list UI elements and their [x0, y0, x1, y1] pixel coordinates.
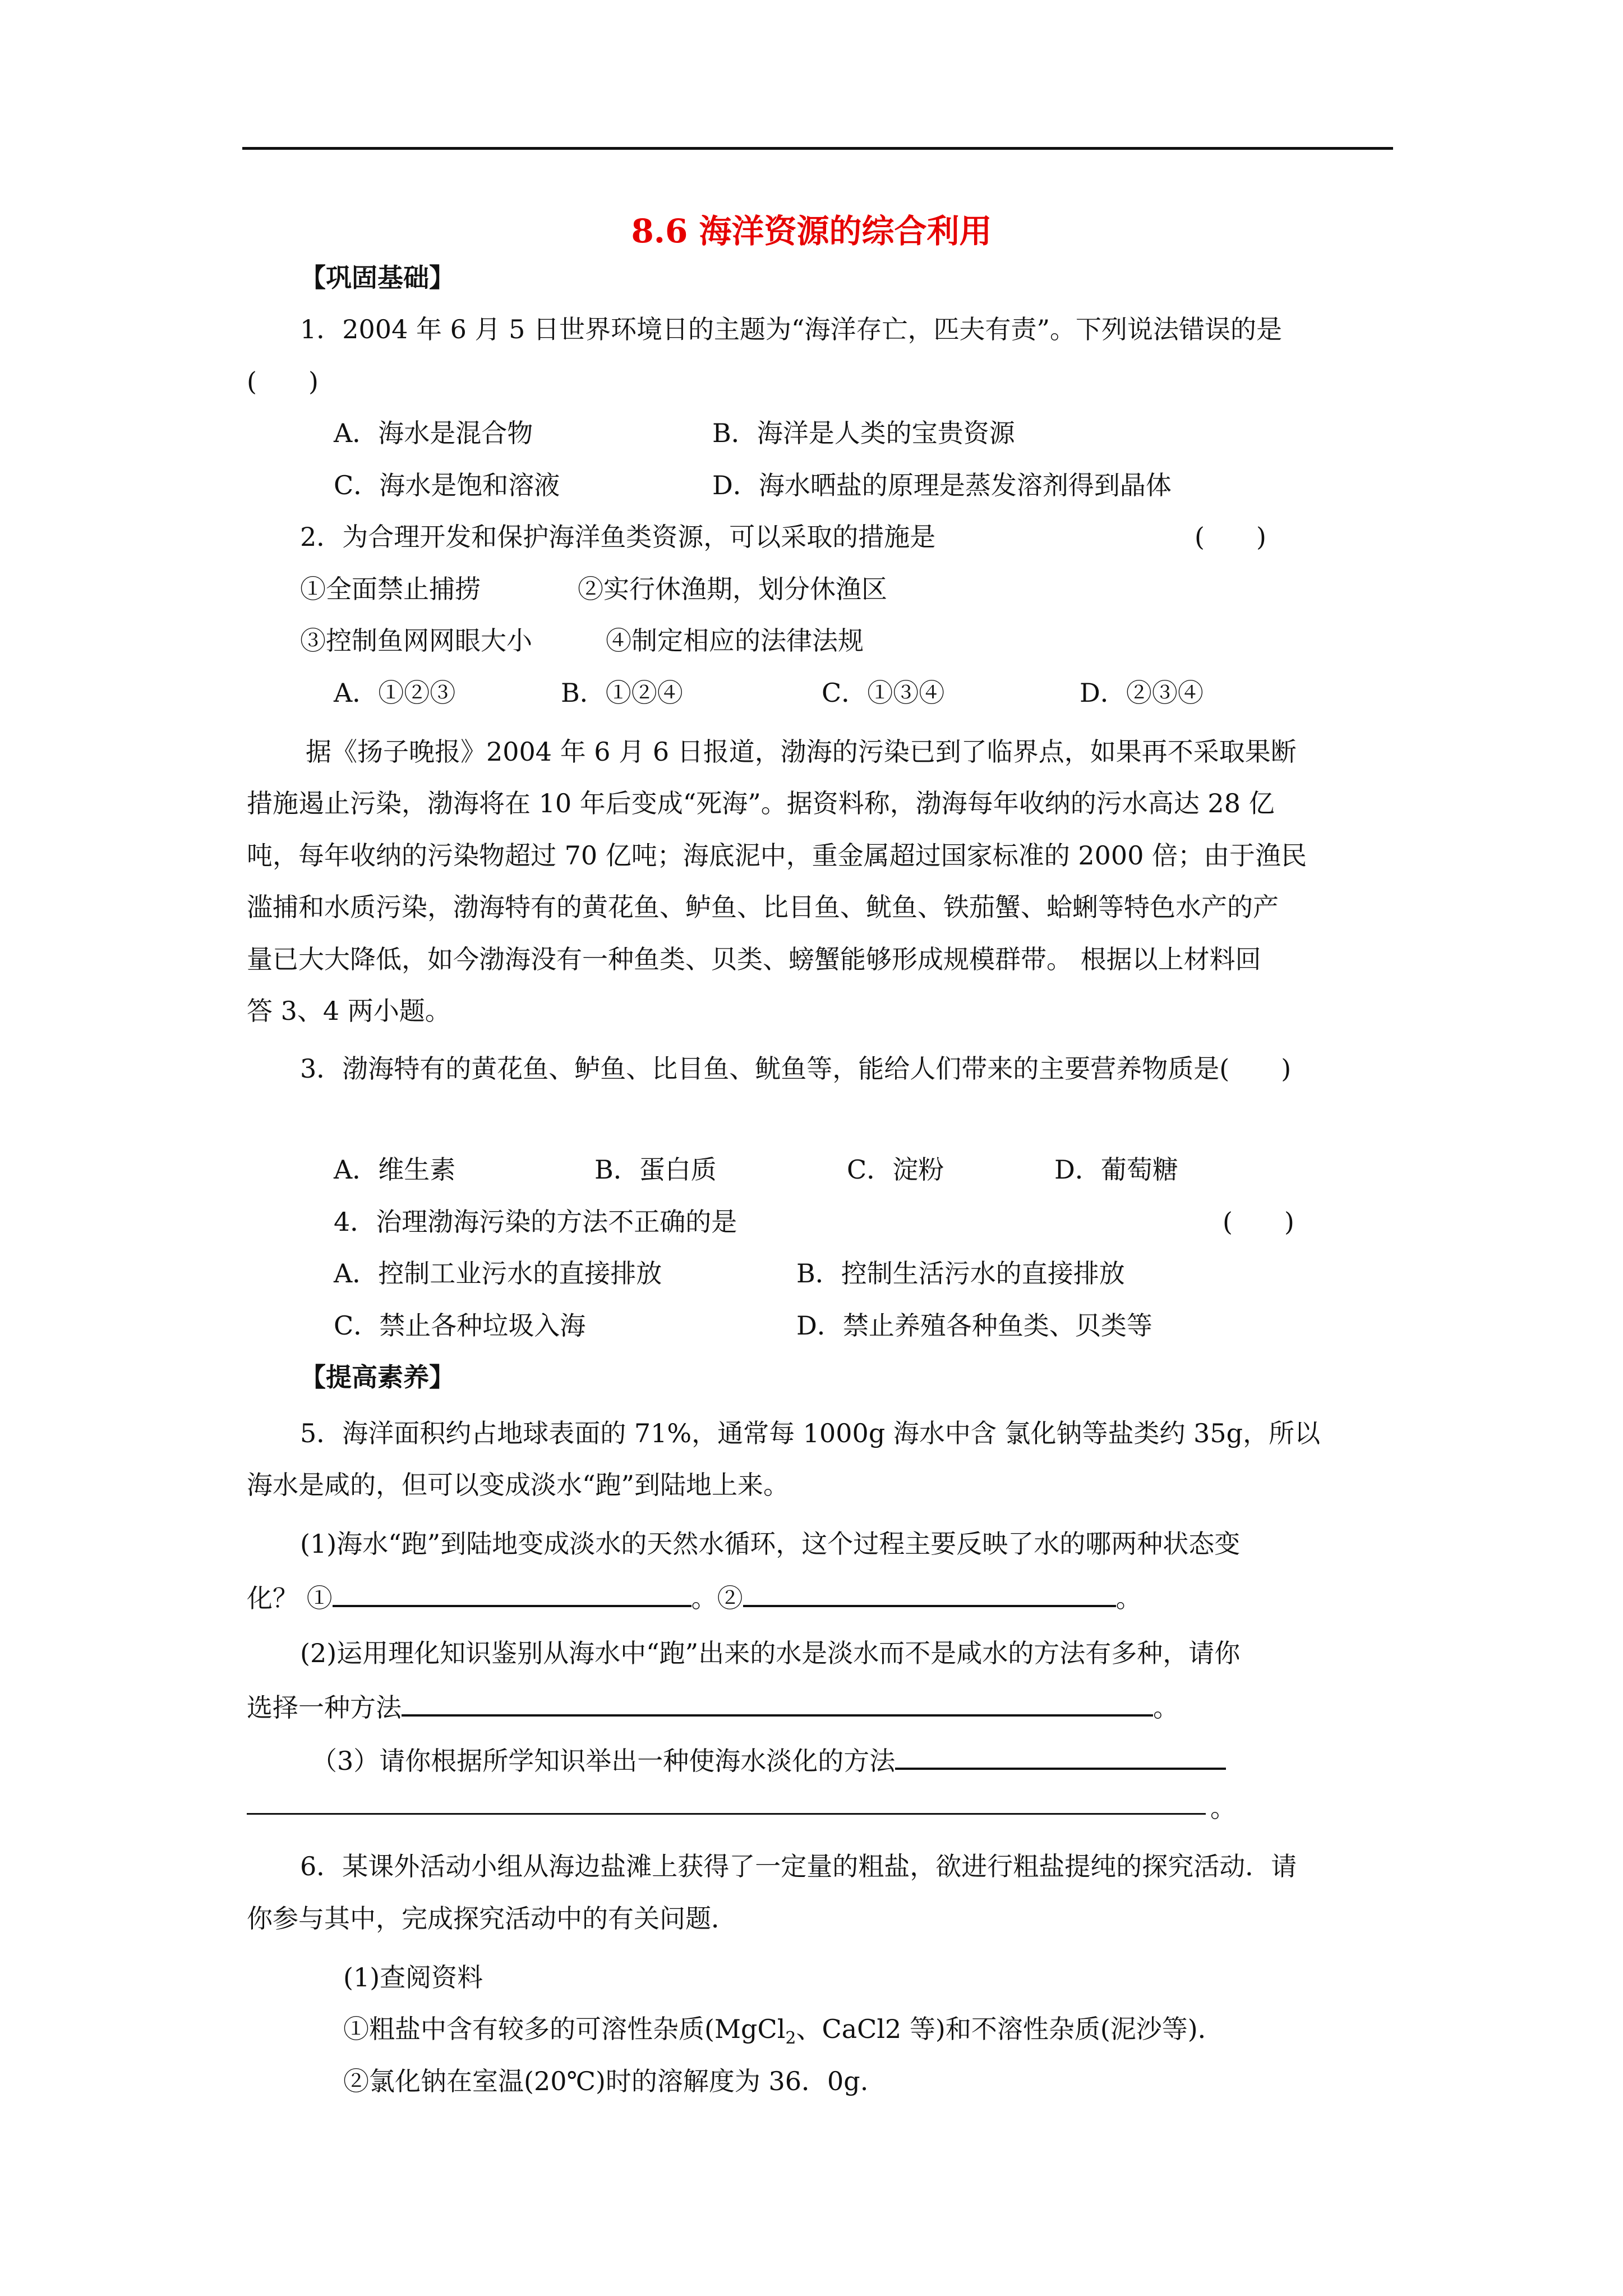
passage-line-4: 滥捕和水质污染，渤海特有的黄花鱼、鲈鱼、比目鱼、鱿鱼、铁茄蟹、蛤蜊等特色水产的产: [247, 892, 1279, 922]
q5-part2-line-2: [247, 1688, 1179, 1724]
page-title: 8.6 海洋资源的综合利用: [631, 212, 992, 250]
q5-stem-line-1: 5．海洋面积约占地球表面的 71%，通常每 1000g 海水中含 氯化钠等盐类约 35g，所以: [300, 1418, 1321, 1448]
q5-part1-line-1: (1)海水“跑”到陆地变成淡水的天然水循环，这个过程主要反映了水的哪两种状态变: [300, 1529, 1241, 1559]
q1-answer-paren: ( ): [247, 366, 319, 397]
q2-measure-3: ③控制鱼网网眼大小: [300, 625, 532, 656]
passage-line-6: 答 3、4 两小题。: [247, 996, 451, 1026]
q6-info-1-text-b: 、CaCl2 等)和不溶性杂质(泥沙等)．: [796, 2014, 1224, 2044]
q4-answer-paren: ( ): [1223, 1207, 1294, 1237]
q1-option-d: D．海水晒盐的原理是蒸发溶剂得到晶体: [712, 470, 1172, 500]
q2-measure-2: ②实行休渔期，划分休渔区: [578, 574, 887, 604]
q2-answer-paren: ( ): [1195, 522, 1266, 552]
q5-part3-prefix: （3）请你根据所学知识举出一种使海水淡化的方法: [311, 1746, 896, 1776]
q5-part2-end: 。: [1153, 1692, 1179, 1723]
q5-part3-answer-blank-2[interactable]: [247, 1813, 1206, 1815]
q6-info-1-text-a: ①粗盐中含有较多的可溶性杂质(MgCl: [343, 2014, 786, 2044]
q3-option-b: B．蛋白质: [594, 1154, 717, 1185]
q1-option-c: C．海水是饱和溶液: [334, 470, 560, 500]
passage-line-2: 措施遏止污染，渤海将在 10 年后变成“死海”。据资料称，渤海每年收纳的污水高达 28 亿: [247, 788, 1275, 818]
q6-step-1: (1)查阅资料: [343, 1962, 483, 1993]
section-heading-advanced: 【提高素养】: [300, 1362, 455, 1392]
q5-part1-answer-blank-2[interactable]: [743, 1579, 1116, 1607]
q5-part3-line-1: [311, 1742, 1226, 1778]
q6-stem-line-1: 6．某课外活动小组从海边盐滩上获得了一定量的粗盐，欲进行粗盐提纯的探究活动．请: [300, 1851, 1297, 1881]
q2-measure-1: ①全面禁止捕捞: [300, 574, 481, 604]
q4-option-d: D．禁止养殖各种鱼类、贝类等: [796, 1310, 1152, 1341]
q2-measure-4: ④制定相应的法律法规: [606, 625, 864, 656]
header-rule: [242, 147, 1393, 150]
q2-option-a: A．①②③: [334, 678, 456, 708]
q5-part1-mid: 。②: [691, 1583, 743, 1613]
q5-part2-answer-blank[interactable]: [402, 1688, 1153, 1717]
q1-option-a: A．海水是混合物: [334, 418, 533, 448]
q6-info-1-subscript: 2: [785, 2028, 796, 2049]
passage-line-1: 据《扬子晚报》2004 年 6 月 6 日报道，渤海的污染已到了临界点，如果再不采取果断: [306, 737, 1297, 767]
q5-part1-end: 。: [1115, 1583, 1142, 1613]
passage-line-5: 量已大大降低，如今渤海没有一种鱼类、贝类、螃蟹能够形成规模群带。 根据以上材料回: [247, 944, 1261, 974]
q4-stem: 4．治理渤海污染的方法不正确的是: [334, 1207, 737, 1237]
q5-part3-end: 。: [1210, 1793, 1236, 1823]
q1-stem: 1．2004 年 6 月 5 日世界环境日的主题为“海洋存亡，匹夫有责”。下列说法错误的是: [300, 314, 1283, 344]
section-heading-basics: 【巩固基础】: [300, 263, 455, 293]
q2-option-c: C．①③④: [822, 678, 945, 708]
q5-part1-answer-blank-1[interactable]: [333, 1579, 691, 1607]
q1-option-b: B．海洋是人类的宝贵资源: [712, 418, 1015, 448]
q5-part2-line-1: (2)运用理化知识鉴别从海水中“跑”出来的水是淡水而不是咸水的方法有多种，请你: [300, 1638, 1241, 1668]
q3-option-a: A．维生素: [334, 1154, 456, 1185]
q5-part1-prefix: 化？ ①: [247, 1583, 333, 1613]
q4-option-b: B．控制生活污水的直接排放: [796, 1258, 1125, 1289]
q3-option-c: C．淀粉: [847, 1154, 944, 1185]
q5-part3-answer-blank-1[interactable]: [895, 1742, 1226, 1770]
q6-info-1: [343, 2012, 1224, 2055]
passage-line-3: 吨，每年收纳的污染物超过 70 亿吨；海底泥中，重金属超过国家标准的 2000 倍；由于渔民: [247, 840, 1307, 871]
q5-part2-prefix: 选择一种方法: [247, 1692, 402, 1723]
q4-option-a: A．控制工业污水的直接排放: [334, 1258, 662, 1289]
q4-option-c: C．禁止各种垃圾入海: [334, 1310, 586, 1341]
q3-option-d: D．葡萄糖: [1054, 1154, 1178, 1185]
q3-stem: 3．渤海特有的黄花鱼、鲈鱼、比目鱼、鱿鱼等，能给人们带来的主要营养物质是( ): [300, 1053, 1292, 1084]
q5-stem-line-2: 海水是咸的，但可以变成淡水“跑”到陆地上来。: [247, 1470, 790, 1500]
q2-option-d: D．②③④: [1080, 678, 1204, 708]
q6-stem-line-2: 你参与其中，完成探究活动中的有关问题．: [247, 1903, 737, 1934]
q2-stem: 2．为合理开发和保护海洋鱼类资源，可以采取的措施是: [300, 522, 936, 552]
q6-info-2: ②氯化钠在室温(20℃)时的溶解度为 36．0g.: [343, 2066, 869, 2096]
q5-part1-line-2: [247, 1579, 1142, 1615]
q2-option-b: B．①②④: [561, 678, 683, 708]
